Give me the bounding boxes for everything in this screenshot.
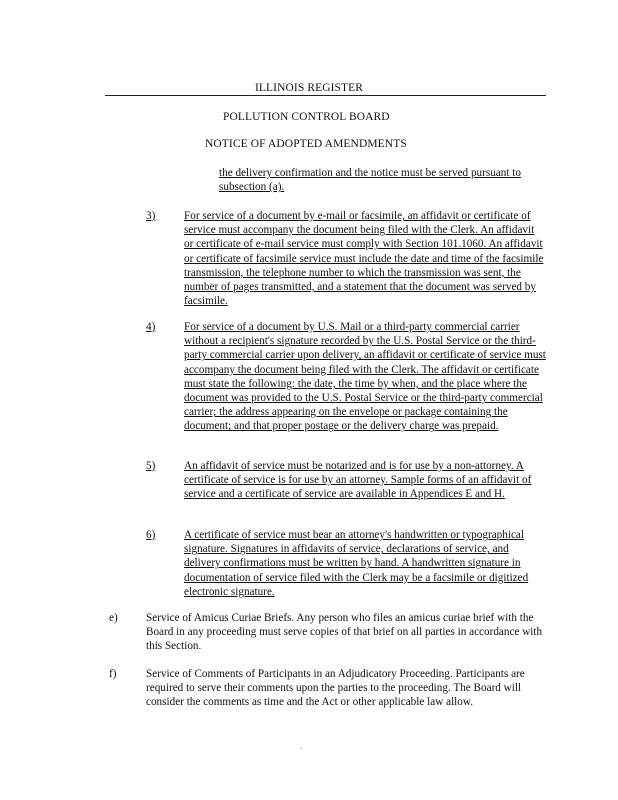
item-number: 3) bbox=[146, 210, 156, 222]
item-text: For service of a document by U.S. Mail or a third-party commercial carrier without a recipient's signature recorded by the U.S. Postal Service or the third-party commercial carrier upon delivery, an affidavit or certificate of service must accompany the document being filed with the Clerk. The affidavit or certificate must state the following: the date, the time by when, and the place where the document was provided to the U.S. Postal Service or the third-party commercial carrier; the address appearing on the envelope or package containing the document; and that proper postage or the delivery charge was prepaid. bbox=[184, 321, 546, 433]
continuation-text: the delivery confirmation and the notice must be served pursuant to subsection (a). bbox=[219, 167, 521, 194]
board-title: POLLUTION CONTROL BOARD bbox=[223, 111, 390, 123]
header-rule bbox=[105, 95, 546, 96]
item-text: For service of a document by e-mail or facsimile, an affidavit or certificate of service must accompany the document being filed with the Clerk. An affidavit or certificate of e-mail service must comply with Section 101.1060. An affidavit or certificate of facsimile service must include the date and time of the facsimile transmission, the telephone number to which the transmission was sent, the number of pages transmitted, and a statement that the document was served by facsimile. bbox=[184, 210, 544, 308]
section-letter: f) bbox=[109, 668, 117, 680]
item-number: 4) bbox=[146, 321, 156, 333]
item-number: 5) bbox=[146, 460, 156, 472]
footer-mark: . bbox=[300, 742, 302, 751]
item-text: A certificate of service must bear an attorney's handwritten or typographical signature. Signatures in affidavits of service, declarations of service, and delivery confirmations must be written by hand. A handwritten signature in documentation of service filed with the Clerk may be a facsimile or digitized electronic signature. bbox=[184, 529, 529, 598]
section-text: Service of Amicus Curiae Briefs. Any person who files an amicus curiae brief with the Board in any proceeding must serve copies of that brief on all parties in accordance with this Section. bbox=[146, 612, 543, 653]
item-number: 6) bbox=[146, 529, 156, 541]
section-letter: e) bbox=[109, 612, 118, 624]
section-text: Service of Comments of Participants in an Adjudicatory Proceeding. Participants are required to serve their comments upon the parties to the proceeding. The Board will consider the comments as time and the Act or other applicable law allow. bbox=[146, 668, 525, 709]
register-title: ILLINOIS REGISTER bbox=[255, 82, 364, 94]
notice-title: NOTICE OF ADOPTED AMENDMENTS bbox=[205, 138, 407, 150]
item-text: An affidavit of service must be notarized and is for use by a non-attorney. A certificate of service is for use by an attorney. Sample forms of an affidavit of service and a certificate of service are available in Appendices E and H. bbox=[184, 460, 532, 501]
